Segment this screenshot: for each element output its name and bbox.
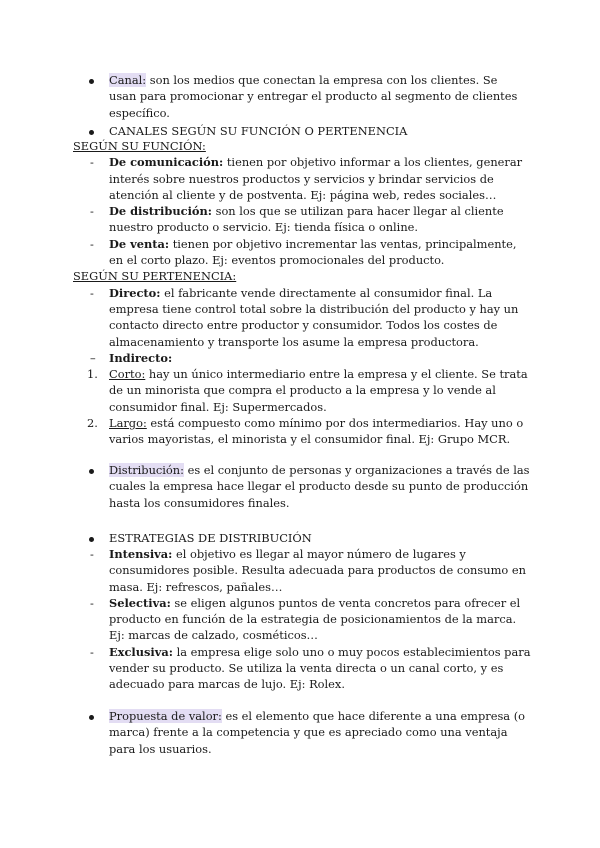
funcion-item-term: De comunicación:	[109, 155, 224, 170]
largo-text	[109, 415, 533, 448]
dash-marker: -	[90, 204, 94, 219]
directo-text	[109, 285, 533, 350]
propuesta-text: es el elemento que hace diferente a una empresa (o marca) frente a la competencia y que es apreciado como una ventaja para los usuarios.	[109, 709, 526, 756]
estrategia-item-intensiva	[73, 546, 533, 595]
corto-desc: hay un único intermediario entre la empresa y el cliente. Se trata de un minorista que compra el producto a la empresa y lo vende al consumidor final. Ej: Supermercados.	[109, 367, 528, 414]
funcion-item-text	[109, 236, 533, 269]
pertenencia-item-indirecto	[73, 350, 533, 366]
distribucion-bullet-item	[87, 462, 532, 511]
dash-marker: -	[90, 595, 94, 610]
estrategias-list	[73, 546, 533, 693]
funcion-item-desc: tienen por objetivo informar a los clientes, generar interés sobre nuestros productos y servicios y brindar servicios de atención al cliente y de postventa. Ej: página web, redes sociales…	[109, 155, 523, 202]
pertenencia-heading: SEGÚN SU PERTENENCIA:	[73, 269, 237, 284]
funcion-item-desc: tienen por objetivo incrementar las ventas, principalmente, en el corto plazo. Ej: eventos promocionales del producto.	[109, 236, 517, 268]
number-marker: 2.	[87, 416, 98, 431]
estrategia-desc: el objetivo es llegar al mayor número de lugares y consumidores posible. Resulta adecuada para productos de consumo en masa. Ej: refrescos, pañales…	[109, 547, 526, 594]
funcion-item-comunicacion	[73, 154, 533, 203]
directo-term: Directo:	[109, 285, 161, 300]
numbered-item-largo	[73, 415, 533, 448]
dash-marker: -	[90, 547, 94, 561]
numbered-item-corto	[73, 366, 533, 415]
pertenencia-item-directo	[73, 285, 533, 350]
estrategias-heading-item	[87, 530, 522, 546]
dash-marker: -	[90, 285, 94, 300]
largo-desc: está compuesto como mínimo por dos intermediarios. Hay uno o varios mayoristas, el minorista y el consumidor final. Ej: Grupo MCR.	[109, 416, 524, 447]
dash-marker: -	[90, 236, 94, 251]
estrategia-term: Intensiva:	[109, 547, 173, 561]
funcion-item-distribucion	[73, 203, 533, 236]
funcion-item-venta	[73, 236, 533, 269]
funcion-item-term: De distribución:	[109, 204, 212, 219]
bullet-dot-icon	[89, 469, 94, 474]
estrategia-text	[109, 546, 533, 595]
bullet-dot-icon	[89, 130, 94, 135]
canal-term: Canal:	[109, 73, 147, 87]
dash-marker: –	[90, 350, 96, 365]
estrategia-item-selectiva	[73, 595, 533, 644]
corto-text	[109, 366, 533, 415]
distribucion-text: es el conjunto de personas y organizaciones a través de las cuales la empresa hace llegar el producto desde su punto de producción hasta los consumidores finales.	[109, 463, 530, 510]
estrategia-term: Selectiva:	[109, 595, 171, 610]
bullet-dot-icon	[89, 537, 94, 542]
dash-marker: -	[90, 644, 94, 659]
estrategia-term: Exclusiva:	[109, 644, 173, 659]
largo-term: Largo:	[109, 416, 147, 431]
bullet-dot-icon	[89, 715, 94, 720]
estrategias-heading: ESTRATEGIAS DE DISTRIBUCIÓN	[109, 531, 312, 545]
funcion-item-text	[109, 203, 533, 236]
funcion-item-text	[109, 154, 533, 203]
canal-bullet-item	[87, 72, 522, 121]
funcion-item-desc: son los que se utilizan para hacer llegar al cliente nuestro producto o servicio. Ej: tienda física o online.	[109, 204, 504, 235]
funcion-item-term: De venta:	[109, 236, 170, 251]
estrategia-text	[109, 595, 533, 644]
distribucion-paragraph	[109, 462, 532, 511]
canales-heading-item	[87, 123, 522, 139]
estrategia-desc: se eligen algunos puntos de venta concretos para ofrecer el producto en función de la estrategia de posicionamientos de la marca. Ej: marcas de calzado, cosméticos…	[109, 595, 521, 643]
dash-marker: -	[90, 155, 94, 170]
propuesta-term: Propuesta de valor:	[109, 709, 222, 723]
corto-term: Corto:	[109, 367, 146, 382]
canal-text: son los medios que conectan la empresa con los clientes. Se usan para promocionar y entregar el producto al segmento de clientes específico.	[109, 73, 518, 120]
canales-heading: CANALES SEGÚN SU FUNCIÓN O PERTENENCIA	[109, 124, 408, 138]
canal-paragraph	[109, 72, 522, 121]
funcion-heading: SEGÚN SU FUNCIÓN:	[73, 139, 206, 153]
bullet-dot-icon	[89, 79, 94, 84]
propuesta-paragraph	[109, 708, 532, 757]
indirecto-term: Indirecto:	[109, 350, 173, 365]
number-marker: 1.	[87, 367, 98, 382]
estrategia-desc: la empresa elige solo uno o muy pocos establecimientos para vender su producto. Se utiliza la venta directa o un canal corto, y es adecuado para marcas de lujo. Ej: Rolex.	[109, 644, 531, 692]
propuesta-bullet-item	[87, 708, 532, 757]
distribucion-term: Distribución:	[109, 463, 184, 477]
funcion-section	[73, 138, 533, 448]
estrategia-item-exclusiva	[73, 644, 533, 693]
estrategia-text	[109, 644, 533, 693]
directo-desc: el fabricante vende directamente al consumidor final. La empresa tiene control total sobre la distribución del producto y hay un contacto directo entre productor y consumidor. Todos los costes de almacenamiento y transporte los asume la empresa productora.	[109, 285, 519, 349]
